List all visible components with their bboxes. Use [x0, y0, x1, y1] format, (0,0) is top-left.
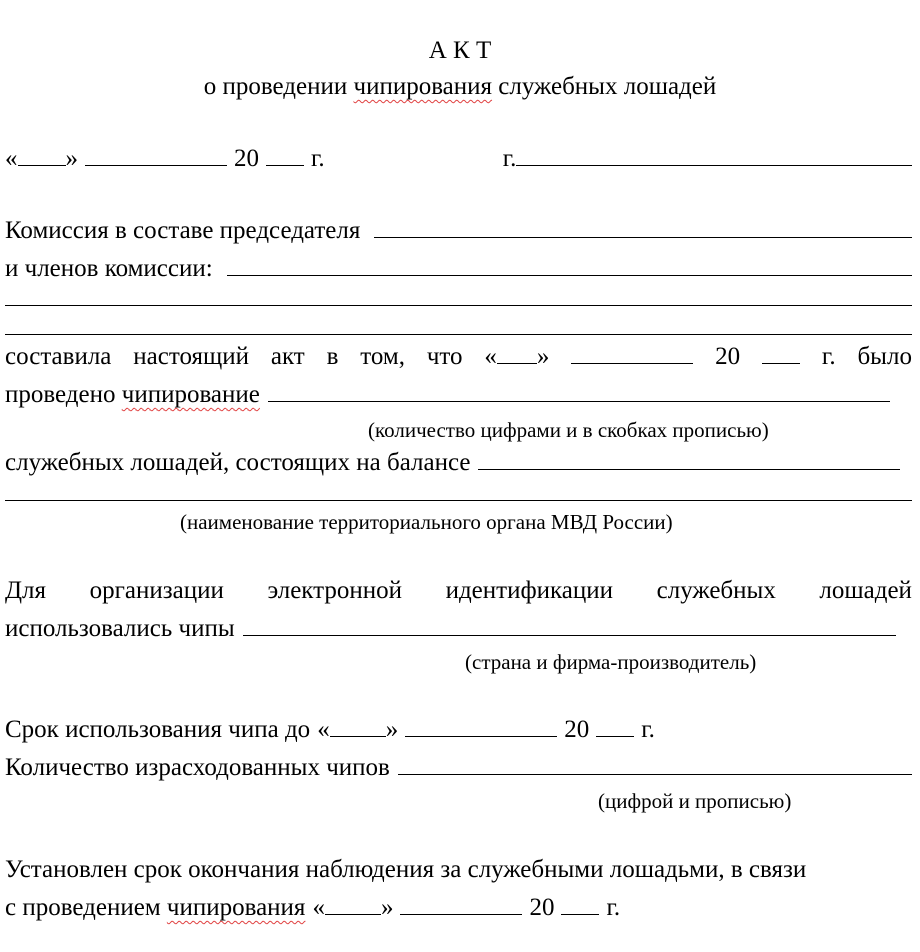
quantity-field[interactable] [268, 379, 890, 402]
act-statement-line-1: составила настоящий акт в том, что « » 20 г. было [5, 343, 912, 370]
observation-line-1: Установлен срок окончания наблюдения за служебными лошадьми, в связи [5, 856, 807, 883]
organ-caption: (наименование территориального органа МВД России) [180, 510, 673, 534]
observation-year-field[interactable] [561, 892, 599, 915]
misspelled-word: чипирование [121, 381, 260, 408]
year-field[interactable] [266, 143, 304, 166]
date-city-row: « » 20 г. г. [5, 142, 912, 176]
expiry-month-field[interactable] [405, 714, 557, 737]
manufacturer-field[interactable] [243, 613, 896, 636]
act-statement-line-2: проведено чипирование [5, 378, 890, 412]
observation-month-field[interactable] [400, 892, 522, 915]
day-field[interactable] [18, 143, 66, 166]
chairman-field[interactable] [374, 215, 912, 238]
balance-row: служебных лошадей, состоящих на балансе [5, 446, 900, 480]
month-field[interactable] [85, 143, 227, 166]
act-month-field[interactable] [571, 341, 693, 364]
balance-line-2[interactable] [5, 500, 912, 501]
members-field[interactable] [227, 253, 912, 276]
act-day-field[interactable] [497, 341, 537, 364]
chairman-row: Комиссия в составе председателя [5, 214, 912, 248]
chips-line-1: Для организации электронной идентификации служебных лошадей [5, 577, 912, 604]
observation-day-field[interactable] [325, 892, 381, 915]
document-title: А К Т [428, 37, 492, 64]
misspelled-word: чипирования [166, 894, 306, 921]
manufacturer-caption: (страна и фирма-производитель) [465, 650, 757, 674]
members-line-3[interactable] [5, 334, 912, 335]
observation-line-2: с проведением чипирования « » 20 г. [5, 891, 912, 925]
expiry-row: Срок использования чипа до « » 20 г. [5, 716, 655, 743]
spent-caption: (цифрой и прописью) [598, 789, 792, 813]
chips-line-2: использовались чипы [5, 612, 896, 646]
balance-field[interactable] [478, 447, 900, 470]
misspelled-word: чипирования [353, 73, 493, 100]
expiry-day-field[interactable] [330, 714, 386, 737]
members-line-2[interactable] [5, 305, 912, 306]
document-subtitle: о проведении чипирования служебных лошадей [203, 73, 717, 100]
quantity-caption: (количество цифрами и в скобках прописью) [368, 418, 769, 442]
members-row: и членов комиссии: [5, 252, 912, 286]
act-year-field[interactable] [762, 341, 800, 364]
spent-row: Количество израсходованных чипов [5, 751, 912, 785]
expiry-year-field[interactable] [596, 714, 634, 737]
spent-field[interactable] [398, 752, 912, 775]
city-field[interactable] [516, 143, 912, 166]
